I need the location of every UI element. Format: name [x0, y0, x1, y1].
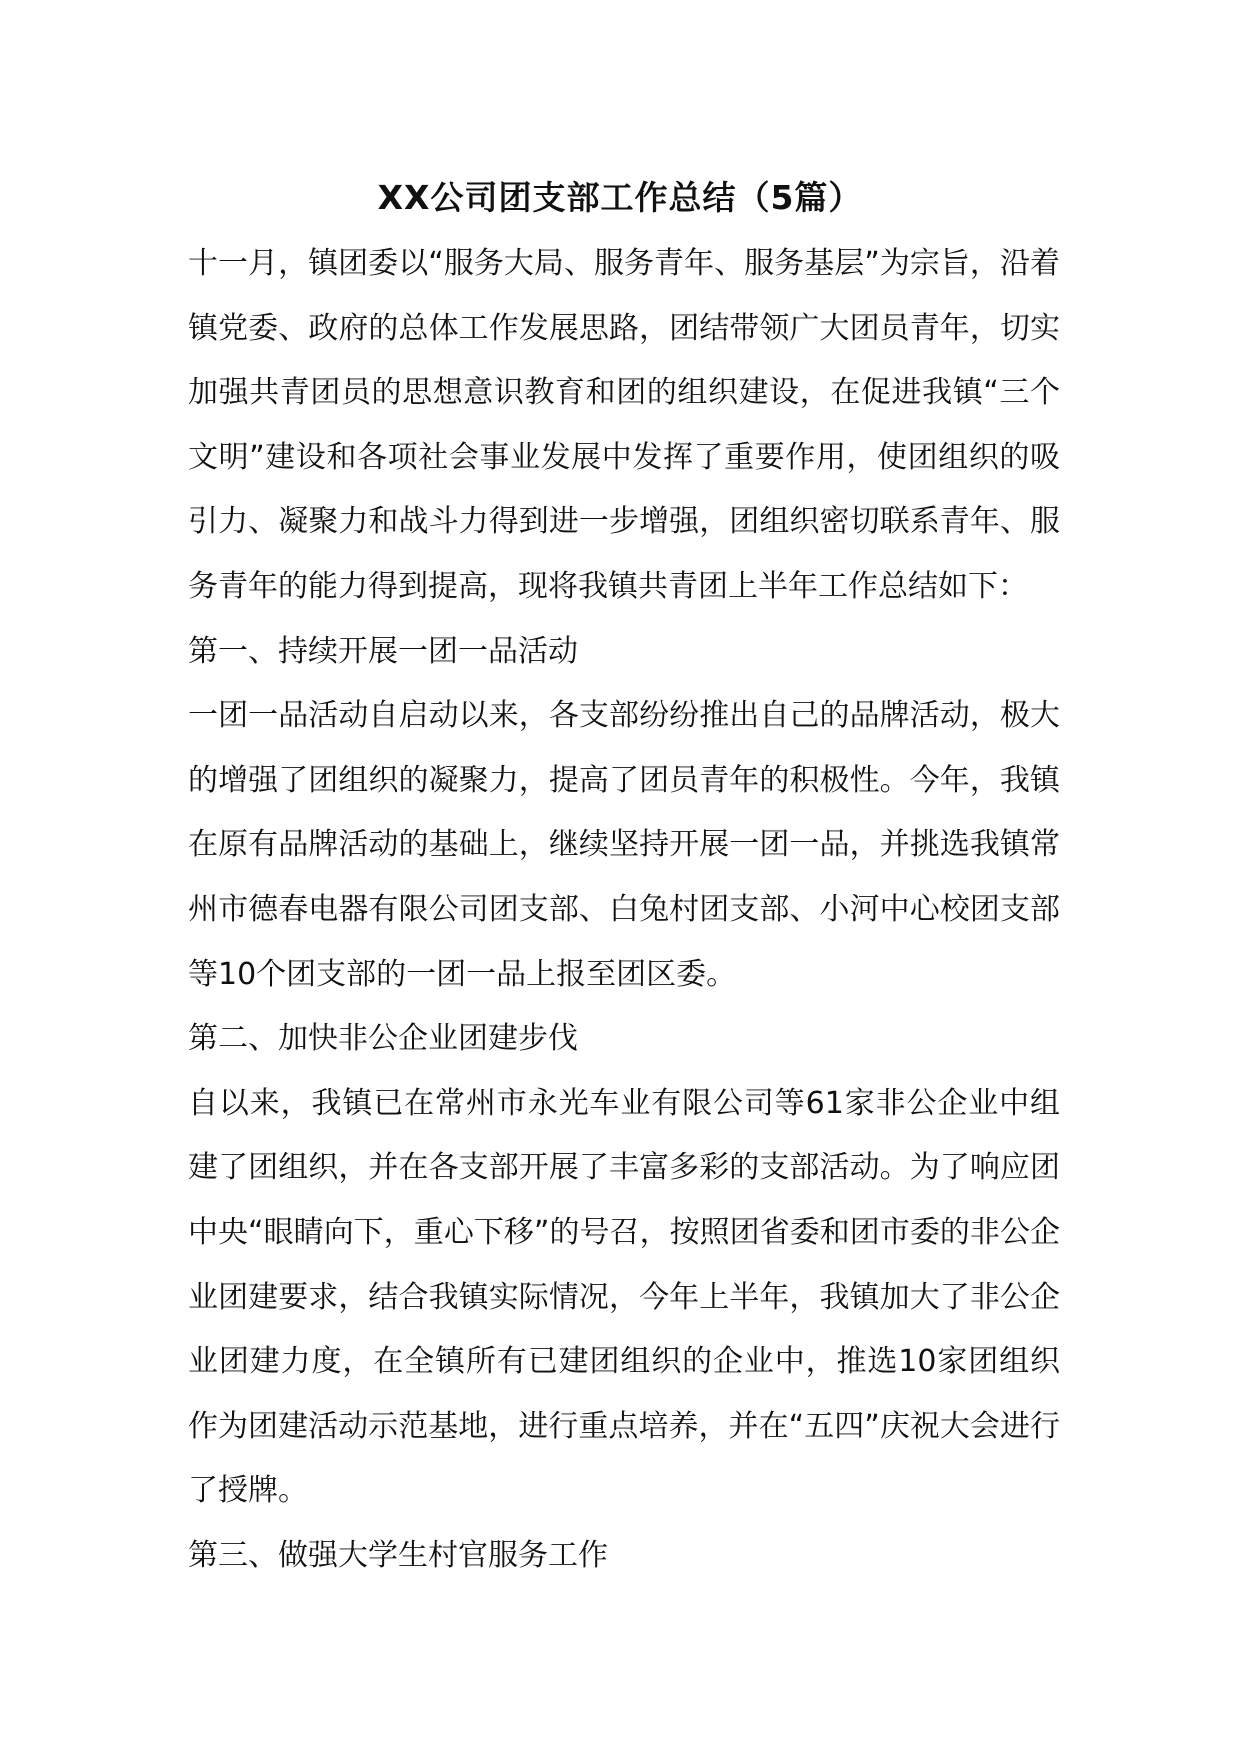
document-title: XX公司团支部工作总结（5篇） [377, 178, 863, 217]
section-heading-2: 第二、加快非公企业团建步伐 [188, 1021, 578, 1057]
intro-paragraph: 十一月，镇团委以“服务大局、服务青年、服务基层”为宗旨，沿着镇党委、政府的总体工作发展思路，团结带领广大团员青年，切实加强共青团员的思想意识教育和团的组织建设，在促进我镇“三个文明”建设和各项社会事业发展中发挥了重要作用，使团组织的吸引力、凝聚力和战斗力得到进一步增强，团组织密切联系青年、服务青年的能力得到提高，现将我镇共青团上半年工作总结如下： [188, 246, 1060, 604]
document-body [188, 232, 1060, 1588]
section-heading-3: 第三、做强大学生村官服务工作 [188, 1537, 608, 1573]
section-paragraph-1: 一团一品活动自启动以来，各支部纷纷推出自己的品牌活动，极大的增强了团组织的凝聚力，提高了团员青年的积极性。今年，我镇在原有品牌活动的基础上，继续坚持开展一团一品，并挑选我镇常州市德春电器有限公司团支部、白兔村团支部、小河中心校团支部等10个团支部的一团一品上报至团区委。 [188, 698, 1060, 992]
section-heading-1: 第一、持续开展一团一品活动 [188, 633, 578, 669]
section-paragraph-2: 自以来，我镇已在常州市永光车业有限公司等61家非公企业中组建了团组织，并在各支部开展了丰富多彩的支部活动。为了响应团中央“眼睛向下，重心下移”的号召，按照团省委和团市委的非公企业团建要求，结合我镇实际情况，今年上半年，我镇加大了非公企业团建力度，在全镇所有已建团组织的企业中，推选10家团组织作为团建活动示范基地，进行重点培养，并在“五四”庆祝大会进行了授牌。 [188, 1085, 1060, 1509]
